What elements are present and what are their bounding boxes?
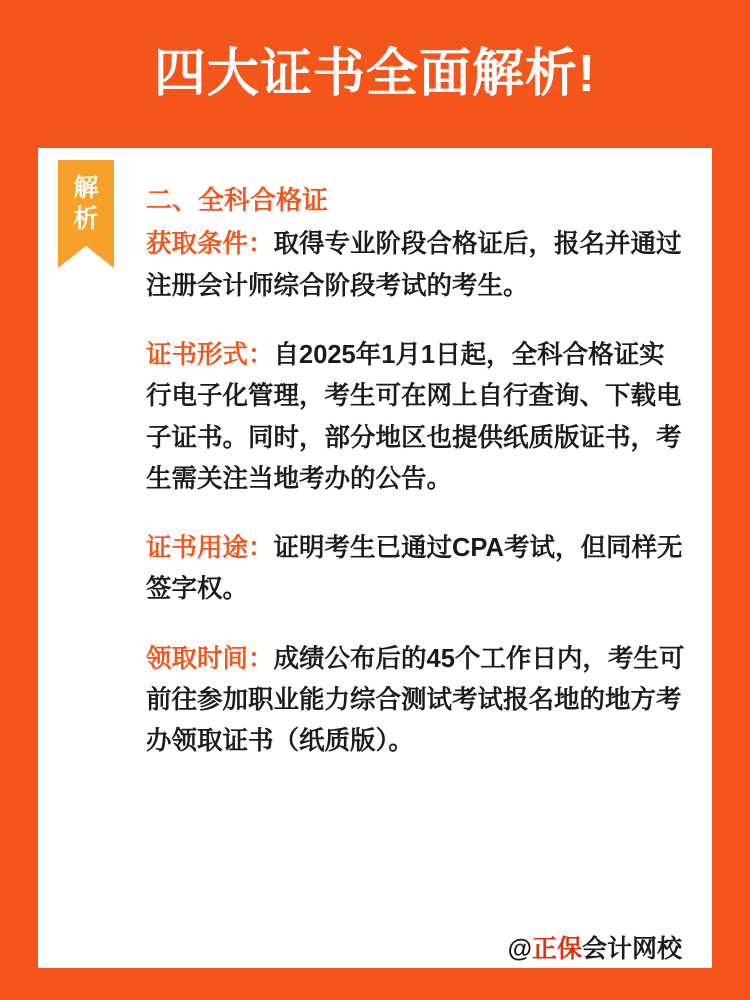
watermark-brand-red: 正保 <box>531 935 582 963</box>
card-content <box>146 182 688 763</box>
poster-header <box>0 0 750 148</box>
content-card <box>38 148 712 968</box>
watermark-brand-dark: 会计网校 <box>581 935 682 963</box>
ribbon-badge <box>58 160 114 268</box>
ribbon-char-1: 解 <box>73 174 99 202</box>
paragraph-text: 成绩公布后的45个工作日内，考生可前往参加职业能力综合测试考试报名地的地方考办领取证书（纸质版）。 <box>146 644 685 756</box>
paragraph-text: 证明考生已通过CPA考试，但同样无签字权。 <box>146 534 683 604</box>
paragraph-label: 证书形式： <box>146 340 274 369</box>
ribbon-char-2: 析 <box>73 205 99 234</box>
paragraph-item <box>146 335 688 500</box>
ribbon-tail-icon <box>58 246 114 268</box>
paragraph-label: 证书用途： <box>146 534 274 563</box>
paragraph-item <box>146 639 688 763</box>
paragraph-item <box>146 224 688 307</box>
page-title: 四大证书全面解析! <box>153 45 597 103</box>
watermark <box>508 937 682 962</box>
paragraph-label: 领取时间： <box>146 644 274 673</box>
paragraph-text: 取得专业阶段合格证后，报名并通过注册会计师综合阶段考试的考生。 <box>146 230 682 300</box>
paragraph-item <box>146 528 688 611</box>
ribbon-body <box>58 160 114 246</box>
watermark-at: @ <box>507 935 532 963</box>
section-title: 二、全科合格证 <box>146 185 329 215</box>
paragraph-label: 获取条件： <box>146 230 274 259</box>
paragraph-text: 自2025年1月1日起，全科合格证实行电子化管理，考生可在网上自行查询、下载电子证书。同时，部分地区也提供纸质版证书，考生需关注当地考办的公告。 <box>146 340 682 493</box>
